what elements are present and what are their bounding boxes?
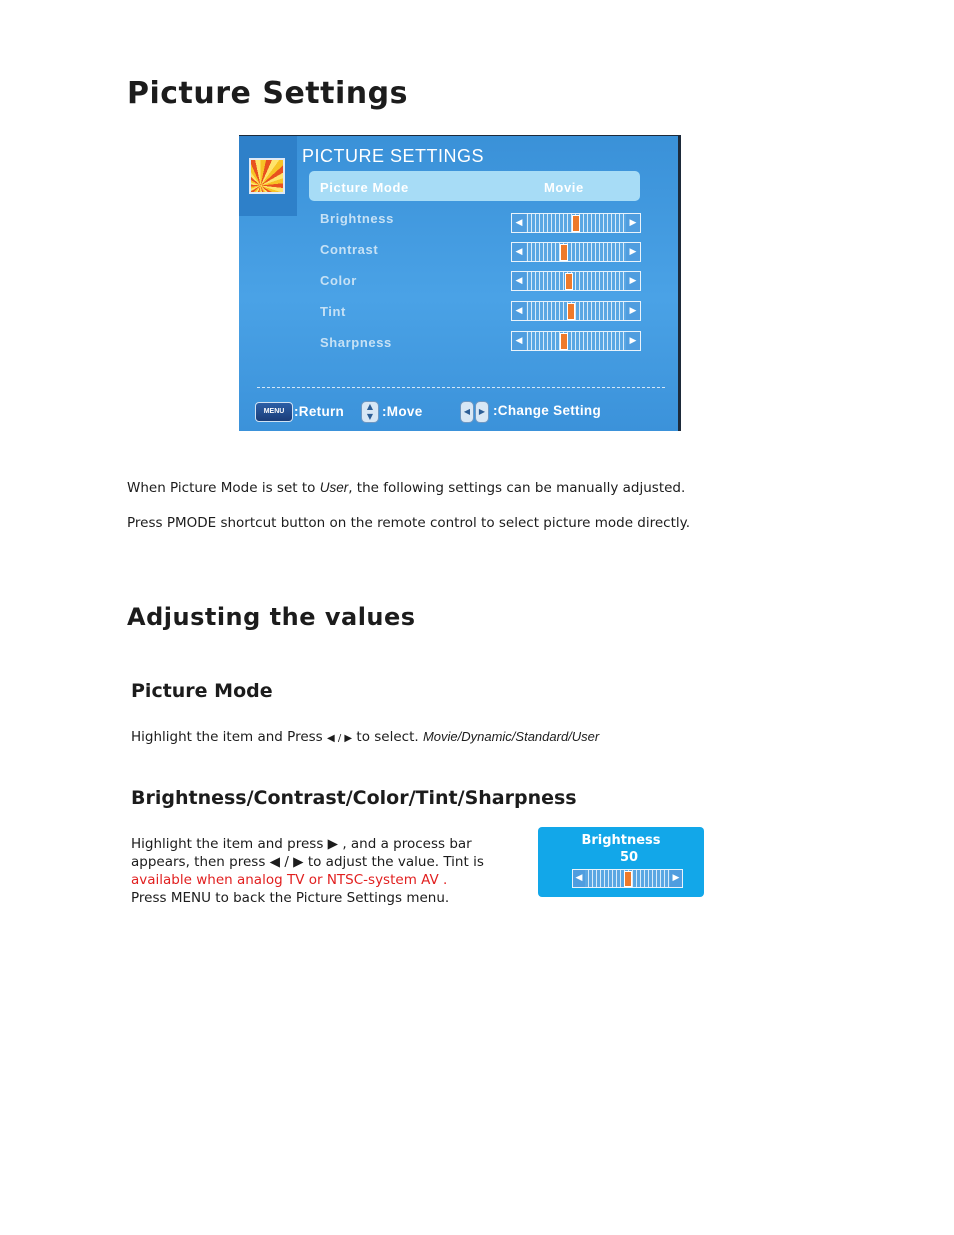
osd-footer-return: :Return — [294, 404, 345, 419]
picture-thumbnail-icon — [249, 158, 285, 194]
osd-item-color[interactable]: Color — [320, 273, 357, 288]
slider-left-arrow-icon: ◀ — [573, 870, 585, 887]
left-key-icon: ◀ — [460, 401, 474, 423]
slider-right-arrow-icon: ▶ — [626, 214, 640, 232]
slider-knob[interactable] — [565, 273, 573, 290]
tint-slider[interactable] — [511, 301, 641, 321]
user-mode-paragraph: When Picture Mode is set to User, the following settings can be manually adjusted. — [127, 480, 686, 496]
slider-right-arrow-icon: ▶ — [626, 332, 640, 350]
brightness-popup — [538, 827, 704, 897]
brightness-line-3: available when analog TV or NTSC-system AV . — [131, 872, 448, 888]
slider-knob[interactable] — [560, 244, 568, 261]
brightness-line-4: Press MENU to back the Picture Settings menu. — [131, 890, 450, 906]
slider-right-arrow-icon: ▶ — [670, 870, 682, 887]
brightness-slider[interactable] — [511, 213, 641, 233]
osd-item-brightness[interactable]: Brightness — [320, 211, 394, 226]
slider-right-arrow-icon: ▶ — [626, 243, 640, 261]
popup-label: Brightness — [581, 833, 661, 848]
contrast-slider[interactable] — [511, 242, 641, 262]
osd-title: PICTURE SETTINGS — [302, 146, 485, 166]
sharpness-slider[interactable] — [511, 331, 641, 351]
picture-settings-osd — [239, 135, 681, 431]
color-slider[interactable] — [511, 271, 641, 291]
up-down-key-icon: ▲ ▼ — [361, 401, 379, 423]
right-key-icon: ▶ — [475, 401, 489, 423]
slider-knob[interactable] — [560, 333, 568, 350]
osd-item-sharpness[interactable]: Sharpness — [320, 335, 392, 350]
slider-left-arrow-icon: ◀ — [512, 302, 526, 320]
slider-left-arrow-icon: ◀ — [512, 332, 526, 350]
slider-right-arrow-icon: ▶ — [626, 302, 640, 320]
brightness-group-heading: Brightness/Contrast/Color/Tint/Sharpness — [131, 787, 577, 809]
adjusting-title: Adjusting the values — [127, 603, 416, 631]
page-title: Picture Settings — [127, 76, 408, 111]
pmode-paragraph: Press PMODE shortcut button on the remote control to select picture mode directly. — [127, 515, 690, 531]
osd-item-picture-mode[interactable]: Picture Mode — [320, 180, 409, 195]
popup-slider[interactable] — [572, 869, 683, 888]
osd-picture-mode-value: Movie — [544, 180, 584, 195]
brightness-line-2: appears, then press ◀ / ▶ to adjust the value. Tint is — [131, 854, 484, 870]
slider-right-arrow-icon: ▶ — [626, 272, 640, 290]
osd-footer-change: :Change Setting — [493, 403, 601, 418]
slider-knob[interactable] — [572, 215, 580, 232]
picture-mode-heading: Picture Mode — [131, 680, 273, 702]
popup-value: 50 — [619, 850, 639, 865]
slider-knob[interactable] — [567, 303, 575, 320]
slider-knob[interactable] — [624, 871, 632, 887]
menu-key-icon: MENU — [255, 402, 293, 422]
brightness-line-1: Highlight the item and press ▶ , and a process bar — [131, 836, 472, 852]
slider-left-arrow-icon: ◀ — [512, 214, 526, 232]
osd-divider — [257, 387, 665, 388]
osd-item-contrast[interactable]: Contrast — [320, 242, 379, 257]
osd-item-tint[interactable]: Tint — [320, 304, 346, 319]
slider-left-arrow-icon: ◀ — [512, 243, 526, 261]
osd-footer-move: :Move — [382, 404, 423, 419]
picture-mode-paragraph: Highlight the item and Press ◀ / ▶ to select. Movie/Dynamic/Standard/User — [131, 729, 600, 745]
slider-left-arrow-icon: ◀ — [512, 272, 526, 290]
